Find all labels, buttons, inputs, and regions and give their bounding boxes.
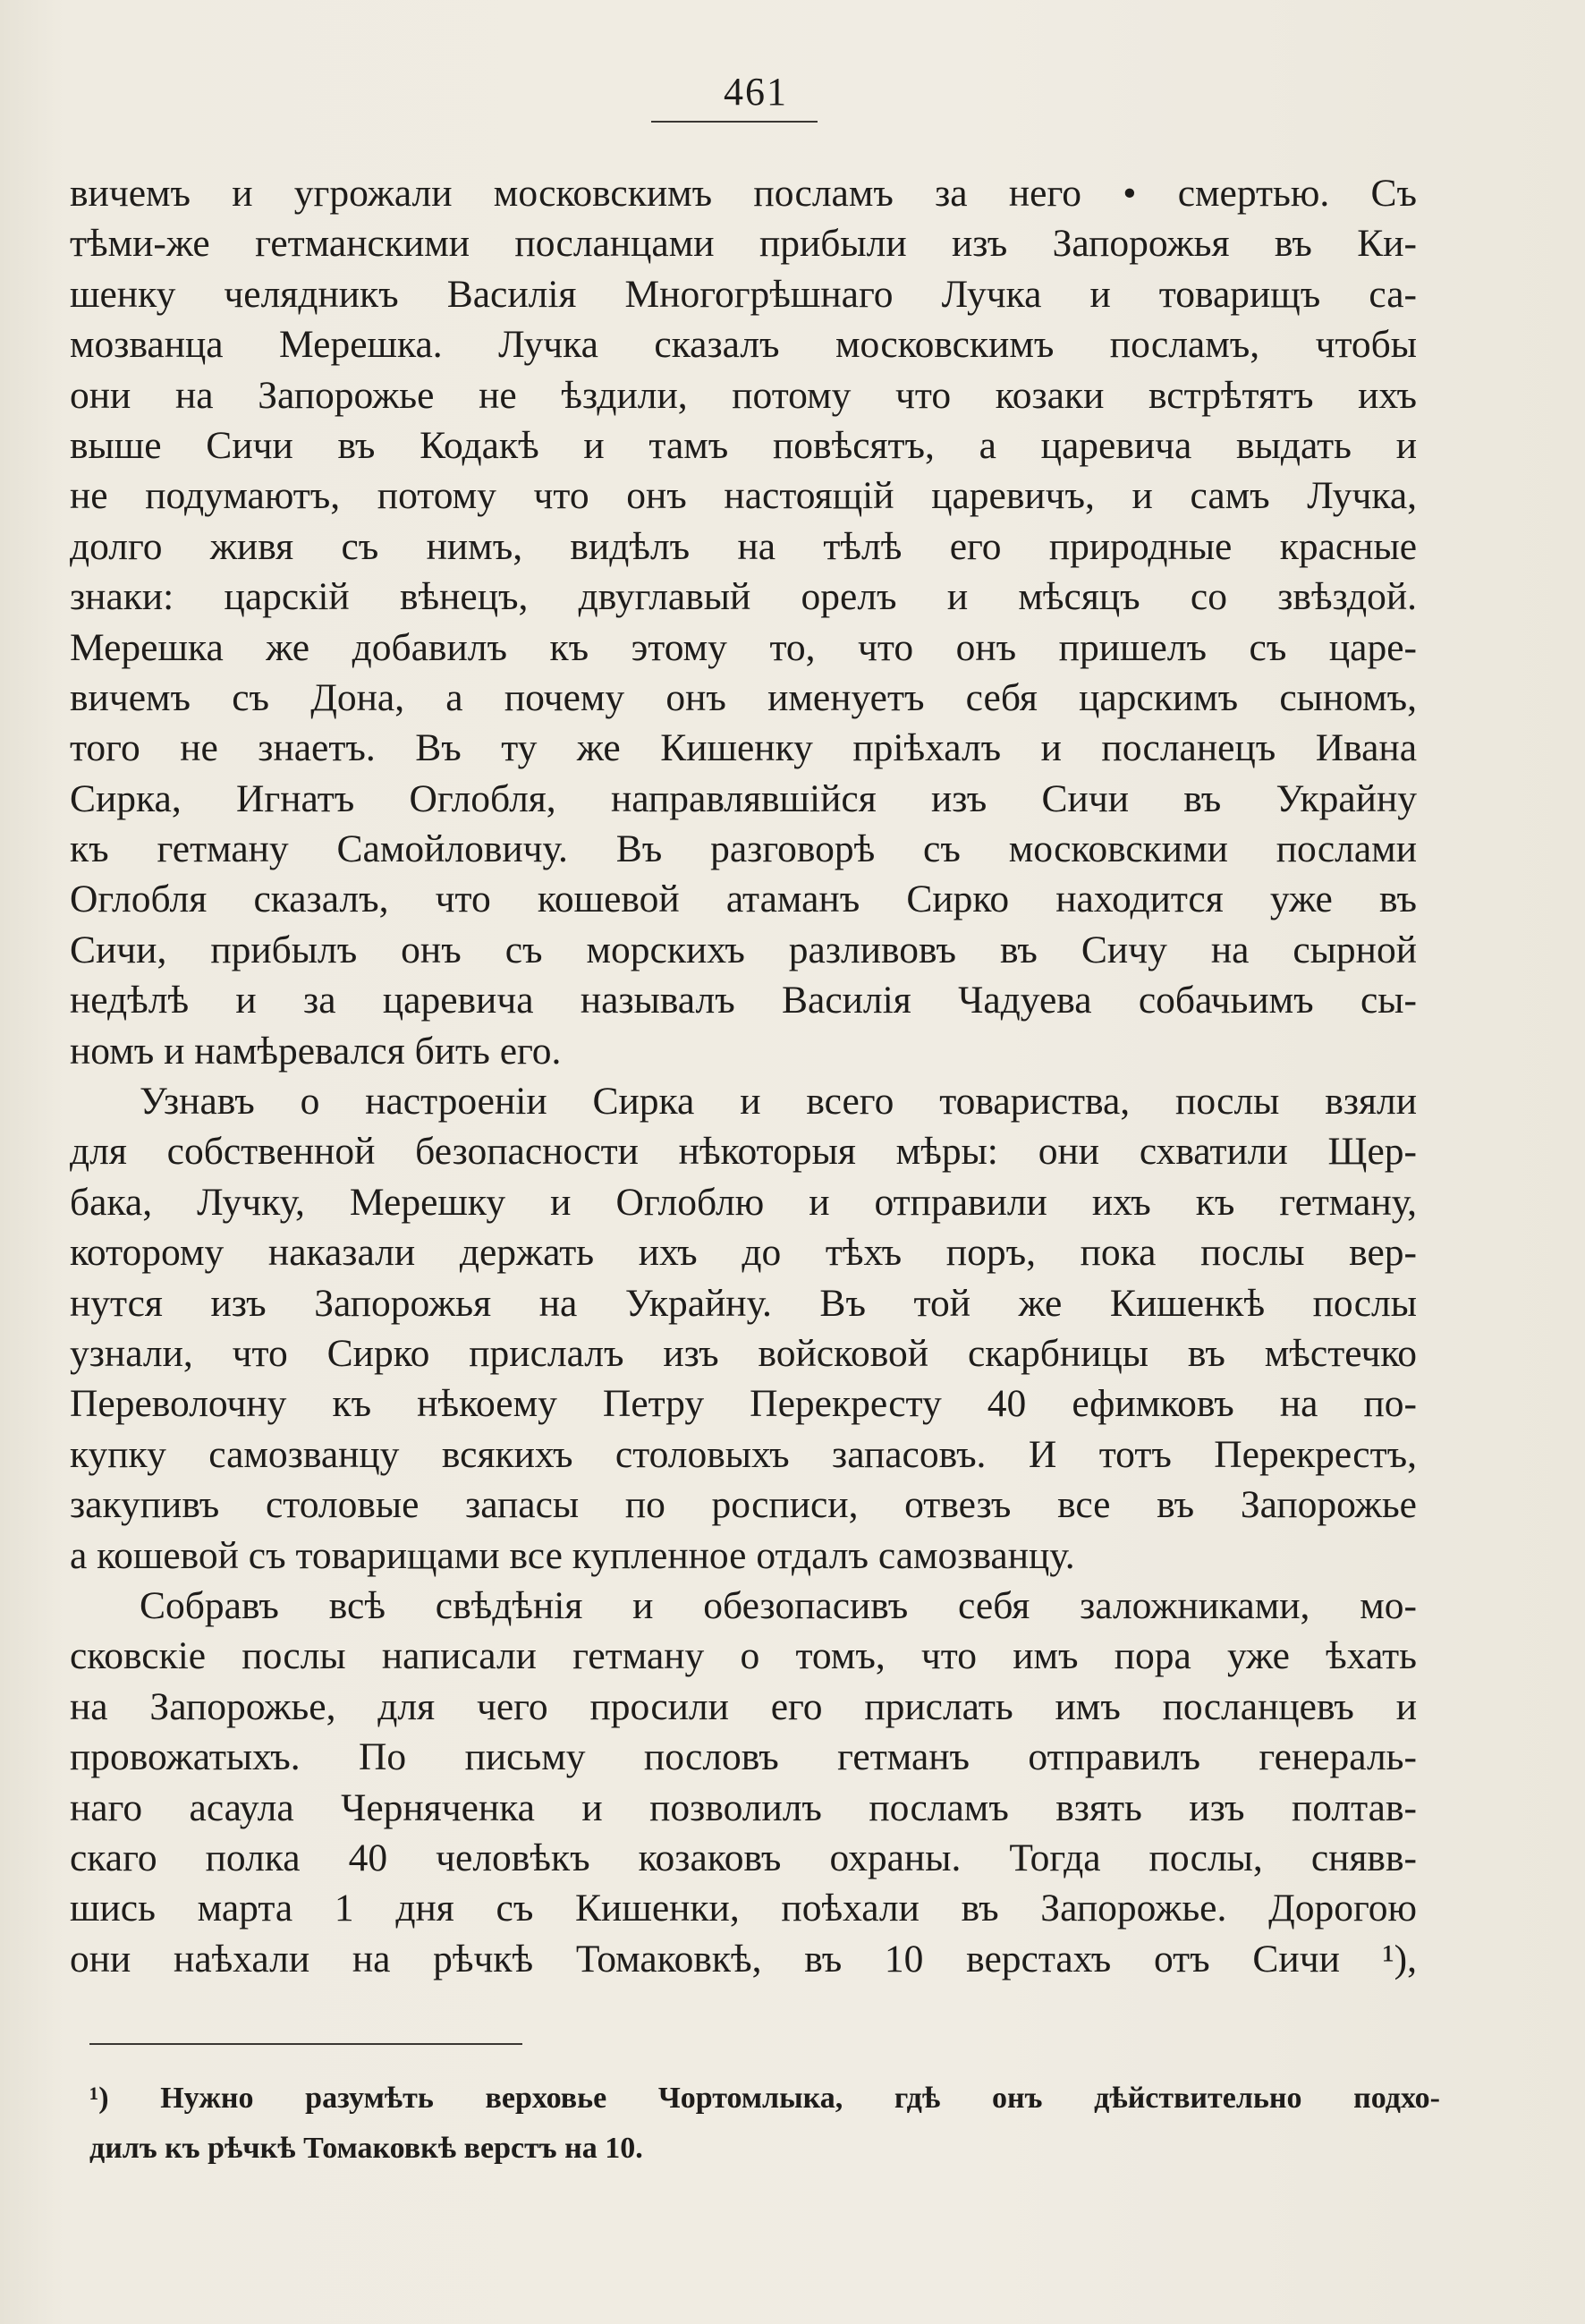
text-line: которому наказали держать ихъ до тѣхъ поръ, пока послы вер-: [70, 1231, 1417, 1275]
text-line: купку самозванцу всякихъ столовыхъ запасовъ. И тотъ Перекрестъ,: [70, 1432, 1417, 1476]
text-line: бака, Лучку, Мерешку и Оглоблю и отправили ихъ къ гетману,: [70, 1180, 1417, 1224]
text-line: Сирка, Игнатъ Оглобля, направлявшійся изъ Сичи въ Украйну: [70, 776, 1417, 820]
body-text: [70, 168, 1417, 1984]
text-line: того не знаетъ. Въ ту же Кишенку пріѣхалъ и посланецъ Ивана: [70, 726, 1417, 770]
text-line: Мерешка же добавилъ къ этому то, что онъ пришелъ съ царе-: [70, 625, 1417, 669]
text-line: Сичи, прибылъ онъ съ морскихъ разливовъ въ Сичу на сырной: [70, 928, 1417, 971]
text-line: вичемъ съ Дона, а почему онъ именуетъ себя царскимъ сыномъ,: [70, 675, 1417, 719]
text-line: Собравъ всѣ свѣдѣнія и обезопасивъ себя заложниками, мо-: [140, 1583, 1417, 1627]
footnotes: [89, 2074, 1440, 2174]
text-line: они на Запорожье не ѣздили, потому что козаки встрѣтятъ ихъ: [70, 373, 1417, 417]
text-line: сковскіе послы написали гетману о томъ, что имъ пора уже ѣхать: [70, 1634, 1417, 1678]
footnote-line: ¹) Нужно разумѣть верховье Чортомлыка, гдѣ онъ дѣйствительно подхо-: [89, 2082, 1440, 2115]
footnote-line: дилъ къ рѣчкѣ Томаковкѣ верстъ на 10.: [89, 2132, 643, 2165]
text-line: вичемъ и угрожали московскимъ посламъ за него • смертью. Съ: [70, 172, 1417, 215]
text-line: знаки: царскій вѣнецъ, двуглавый орелъ и мѣсяцъ со звѣздой.: [70, 575, 1417, 619]
text-line: Переволочну къ нѣкоему Петру Перекресту 40 ефимковъ на по-: [70, 1382, 1417, 1426]
text-line: нутся изъ Запорожья на Украйну. Въ той же Кишенкѣ послы: [70, 1281, 1417, 1325]
text-line: на Запорожье, для чего просили его прислать имъ посланцевъ и: [70, 1684, 1417, 1728]
text-line: наго асаула Черняченка и позволилъ посламъ взять изъ полтав-: [70, 1785, 1417, 1829]
text-line: они наѣхали на рѣчкѣ Томаковкѣ, въ 10 верстахъ отъ Сичи ¹),: [70, 1937, 1417, 1980]
text-line: номъ и намѣревался бить его.: [70, 1029, 562, 1073]
text-line: Оглобля сказалъ, что кошевой атаманъ Сирко находится уже въ: [70, 878, 1417, 921]
text-line: выше Сичи въ Кодакѣ и тамъ повѣсятъ, а царевича выдать и: [70, 423, 1417, 467]
text-line: Узнавъ о настроеніи Сирка и всего товариства, послы взяли: [140, 1080, 1417, 1124]
text-line: шись марта 1 дня съ Кишенки, поѣхали въ Запорожье. Дорогою: [70, 1887, 1417, 1930]
page-number: 461: [724, 70, 788, 114]
text-line: недѣлѣ и за царевича называлъ Василія Чадуева собачьимъ сы-: [70, 979, 1417, 1022]
text-line: скаго полка 40 человѣкъ козаковъ охраны. Тогда послы, снявв-: [70, 1836, 1417, 1879]
text-line: для собственной безопасности нѣкоторыя мѣры: они схватили Щер-: [70, 1130, 1417, 1174]
text-line: долго живя съ нимъ, видѣлъ на тѣлѣ его природные красные: [70, 524, 1417, 568]
header-rule: [651, 121, 818, 123]
text-line: мозванца Мерешка. Лучка сказалъ московскимъ посламъ, чтобы: [70, 323, 1417, 367]
text-line: узнали, что Сирко прислалъ изъ войсковой скарбницы въ мѣстечко: [70, 1331, 1417, 1375]
text-line: къ гетману Самойловичу. Въ разговорѣ съ московскими послами: [70, 827, 1417, 871]
text-line: закупивъ столовые запасы по росписи, отвезъ все въ Запорожье: [70, 1483, 1417, 1527]
text-line: провожатыхъ. По письму пословъ гетманъ отправилъ генераль-: [70, 1735, 1417, 1779]
text-line: не подумаютъ, потому что онъ настоящій царевичъ, и самъ Лучка,: [70, 474, 1417, 518]
text-line: тѣми-же гетманскими посланцами прибыли изъ Запорожья въ Ки-: [70, 222, 1417, 266]
footnote-rule: [89, 2043, 522, 2045]
text-line: шенку челядникъ Василія Многогрѣшнаго Лучка и товарищъ са-: [70, 272, 1417, 316]
text-line: а кошевой съ товарищами все купленное отдалъ самозванцу.: [70, 1533, 1075, 1577]
